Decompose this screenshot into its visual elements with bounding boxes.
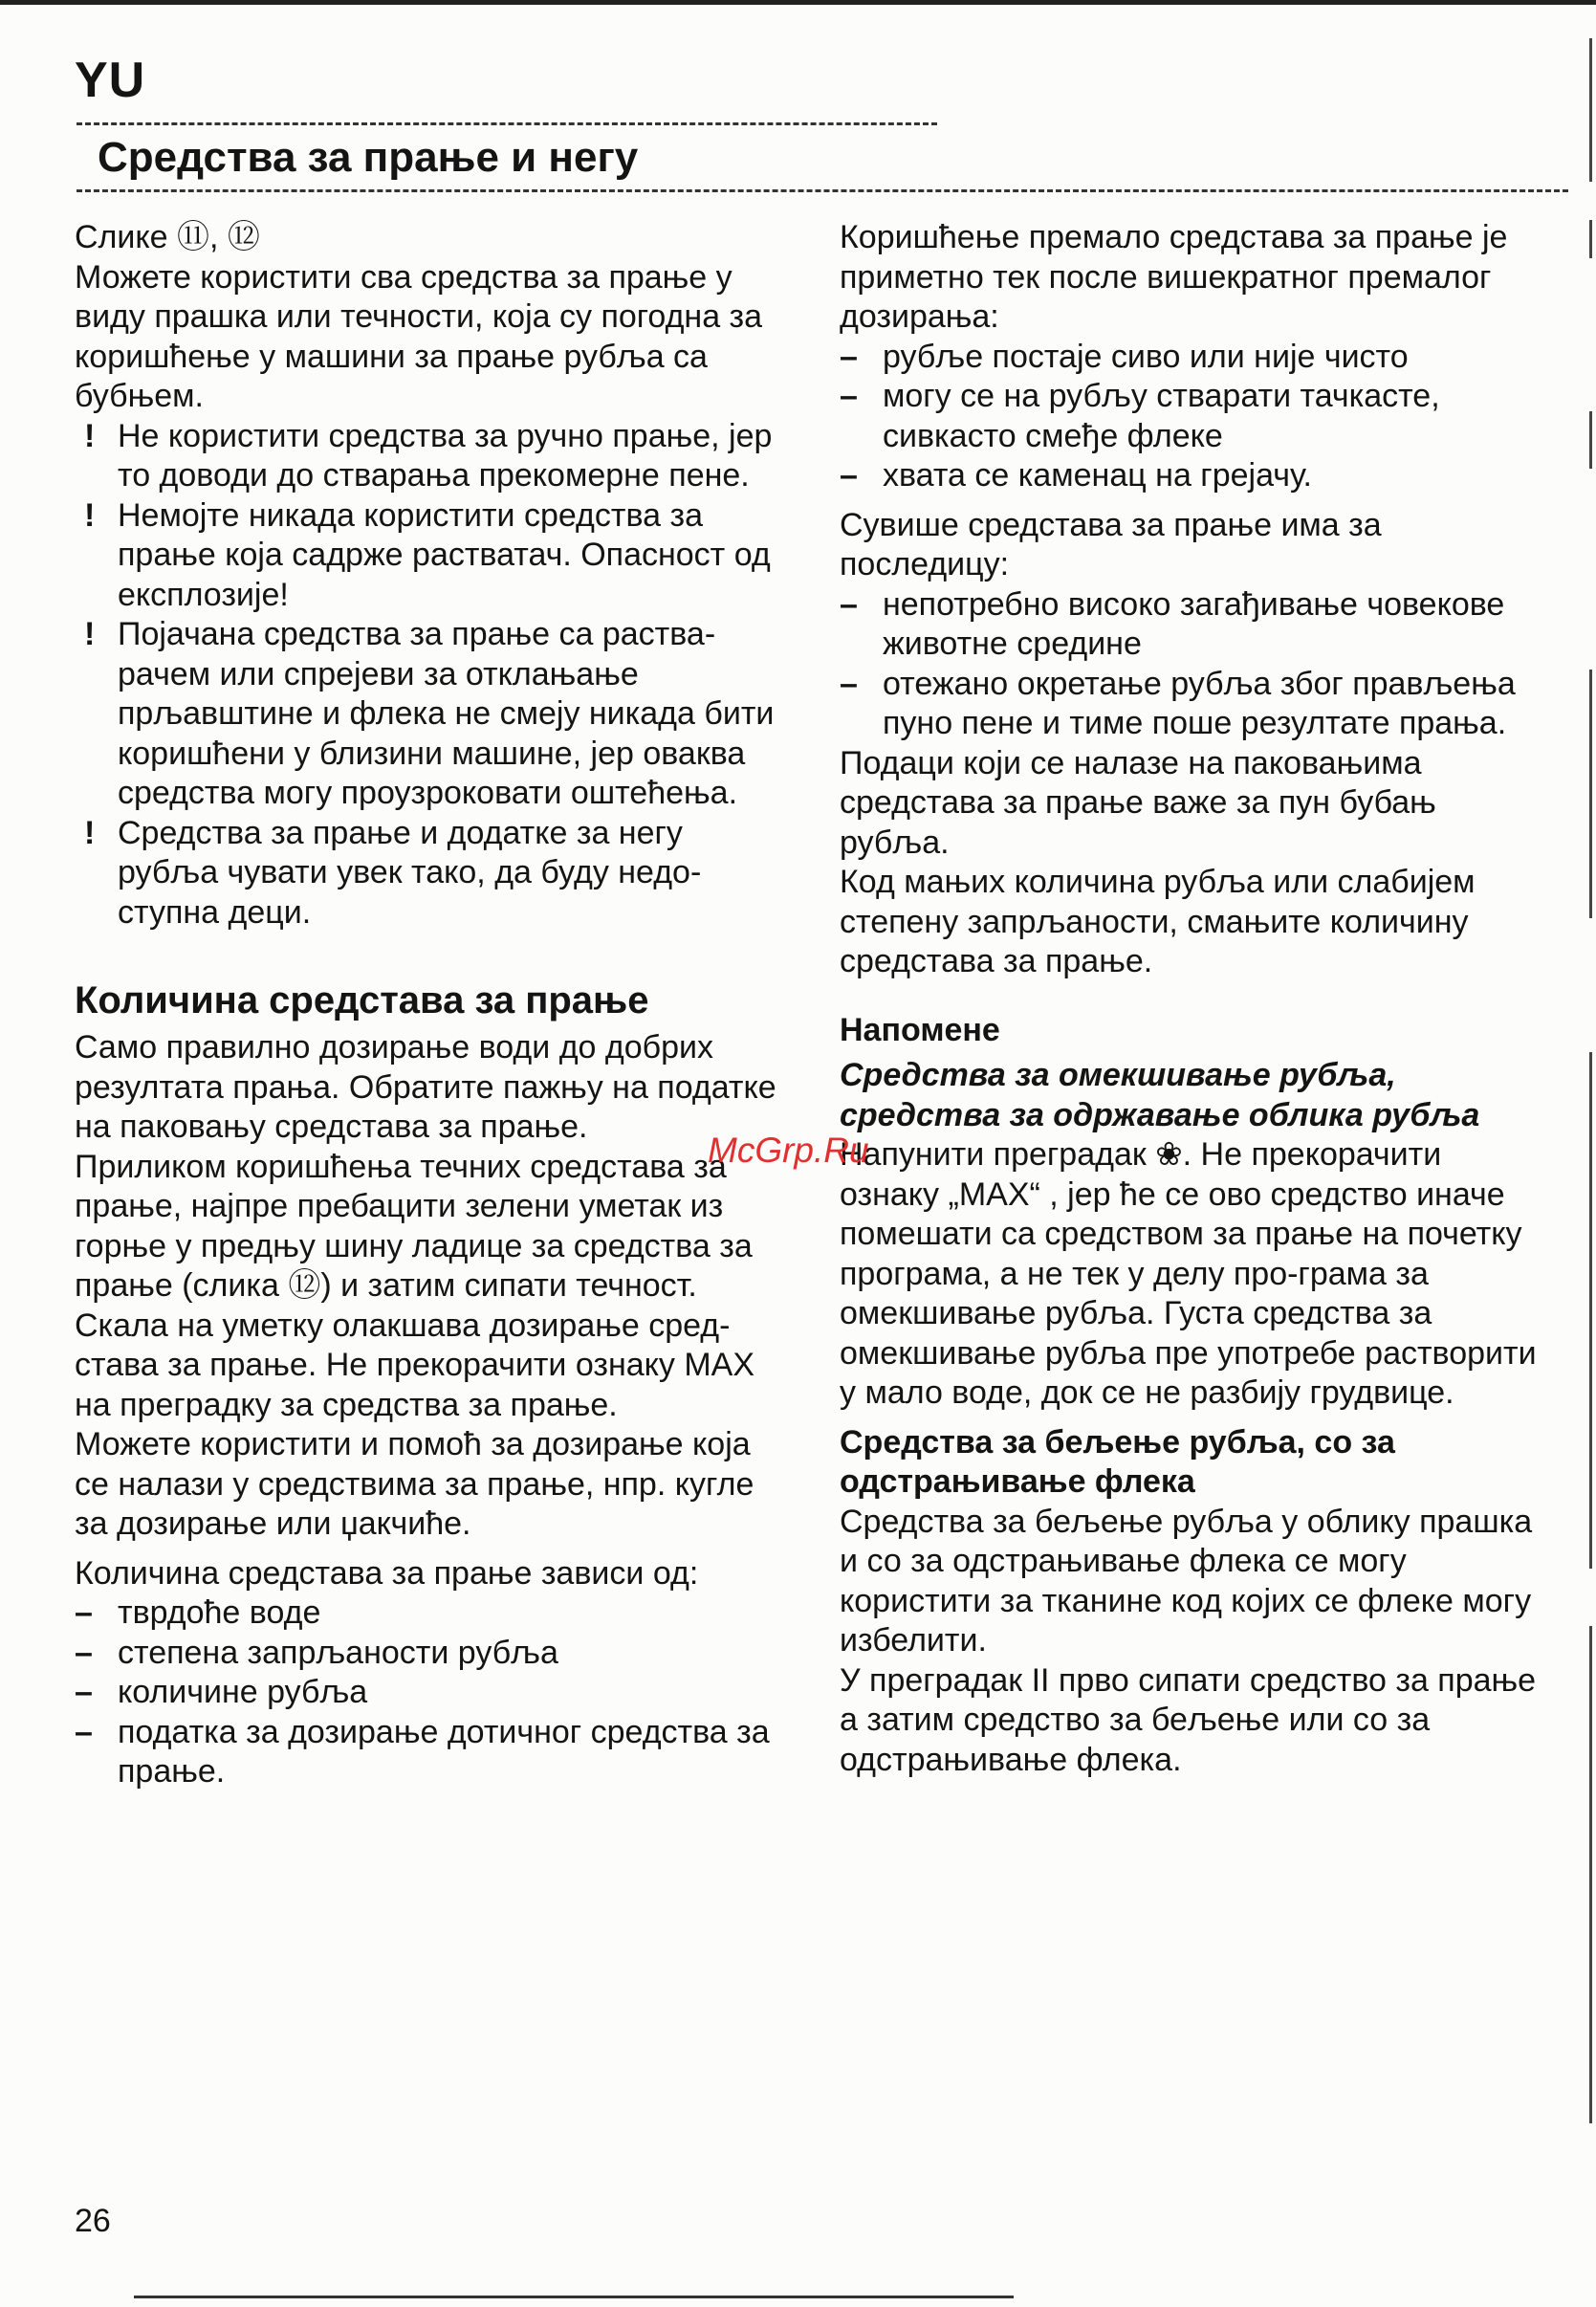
dash-bullet-icon: – [840,378,858,414]
page-title: Средства за прање и негу [98,134,639,181]
list-item: – могу се на рубљу стварати тачкасте, сивкасто смеђе флеке [840,378,1440,454]
section-heading-notes: Напомене [840,1011,1000,1048]
dash-bullet-icon: – [75,1594,93,1631]
dash-bullet-icon: – [75,1634,93,1671]
intro-paragraph: Можете користити сва средства за прање у виду прашка или течности, која су погодна за коришћење у машини за прање рубља са бубњем. [75,258,763,414]
body-paragraph: Само правилно дозирање води до добрих резултата прања. Обратите пажњу на податке на паковању средстава за прање. [75,1029,776,1145]
warning-item: ! Појачана средства за прање са раства-рачем или спрејеви за отклањање прљавштине и флека не смеју никада бити коришћени у близини машине, јер оваква средства могу проузроковати оштећења. [84,616,775,811]
too-little-intro: Коришћење премало средстава за прање је приметно тек после вишекратног премалог дозирања: [840,219,1508,335]
warning-item: ! Немојте никада користити средства за прање која садрже растватач. Опасност од експлозије! [84,496,771,613]
list-item: – хвата се каменац на грејачу. [840,456,1547,496]
top-rule [0,0,1596,5]
warning-icon: ! [84,417,96,454]
list-item: – рубље постаје сиво или није чисто [840,338,1547,378]
warning-item: ! Не користити средства за ручно прање, јер то доводи до стварања прекомерне пене. [84,417,773,494]
list-item: – непотребно високо загађивање човекове животне средине [840,585,1505,662]
too-much-intro: Сувише средстава за прање има за последицу: [840,506,1382,582]
list-item: – податка за дозирање дотичног средства за прање. [75,1713,770,1790]
list-item: – тврдоће воде [75,1593,782,1634]
list-item: – отежано окретање рубља због прављења пуно пене и тиме поше резултате прања. [840,665,1516,741]
body-paragraph: Скала на уметку олакшава дозирање сред-става за прање. Не прекорачити ознаку MAX на преградку за средства за прање. [75,1307,755,1423]
dash-bullet-icon: – [840,665,858,702]
softener-subheading: Средства за омекшивање рубља, средства за одржавање облика рубља [840,1057,1480,1133]
warning-item: ! Средства за прање и додатке за негу рубља чувати увек тако, да буду недо-ступна деци. [84,814,702,931]
warning-icon: ! [84,616,96,652]
right-column [840,218,1547,1780]
dashed-rule-top [77,122,937,125]
info-paragraph: Код мањих количина рубља или слабијем степену запрљаности, смањите количину средстава за прање. [840,864,1476,979]
section-heading-quantity: Количина средстава за прање [75,979,649,1022]
scan-edge-line [1589,1052,1592,1569]
dash-bullet-icon: – [840,338,858,375]
body-paragraph: Можете користити и помоћ за дозирање која се налази у средствима за прање, нпр. кугле за дозирање или џакчиће. [75,1426,754,1542]
dash-bullet-icon: – [75,1674,93,1710]
scan-edge-line [1589,38,1592,182]
body-paragraph: Приликом коришћења течних средстава за прање, најпре пребацити зелени уметак из горње у предњу шину ладице за средства за прање (слика ⑫) и затим сипати течност. [75,1148,753,1304]
list-item: – степена запрљаности рубља [75,1634,782,1674]
dash-bullet-icon: – [840,585,858,623]
list-item: – количине рубља [75,1673,782,1713]
bottom-rule [134,2296,1014,2298]
language-label: YU [75,53,146,108]
warning-icon: ! [84,496,96,534]
scan-edge-line [1589,220,1592,258]
scan-edge-line [1589,411,1592,469]
dash-bullet-icon: – [75,1713,93,1750]
dashed-rule-title [77,189,1568,192]
watermark: McGrp.Ru [708,1131,869,1170]
info-paragraph: Подаци који се налазе на паковањима средстава за прање важе за пун бубањ рубља. [840,744,1436,861]
dash-bullet-icon: – [840,457,858,494]
figure-reference: Слике ⑪, ⑫ [75,219,260,255]
bleach-paragraph: У преградак II прво сипати средство за прање а затим средство за бељење или со за одстрањивање флека. [840,1661,1537,1778]
bleach-paragraph: Средства за бељење рубља у облику прашка и со за одстрањивање флека се могу користити за тканине код којих се флеке могу избелити. [840,1503,1533,1659]
left-column [75,218,782,1792]
softener-paragraph: Напунити преградак ❀. Не прекорачити ознаку „MAX“ , јер ће се ово средство иначе помешати са средством за прање на почетку програма, а не тек у делу про-грама за омекшивање рубља. Густа средства за омекшивање рубља пре употребе растворити у мало воде, док се не разбију грудвице. [840,1136,1537,1411]
scan-edge-line [1589,1626,1592,2123]
bleach-subheading: Средства за бељење рубља, со за одстрањивање флека [840,1423,1395,1500]
depends-intro: Количина средстава за прање зависи од: [75,1554,699,1592]
scan-edge-line [1589,670,1592,918]
warning-icon: ! [84,814,96,851]
page-number: 26 [75,2203,111,2239]
